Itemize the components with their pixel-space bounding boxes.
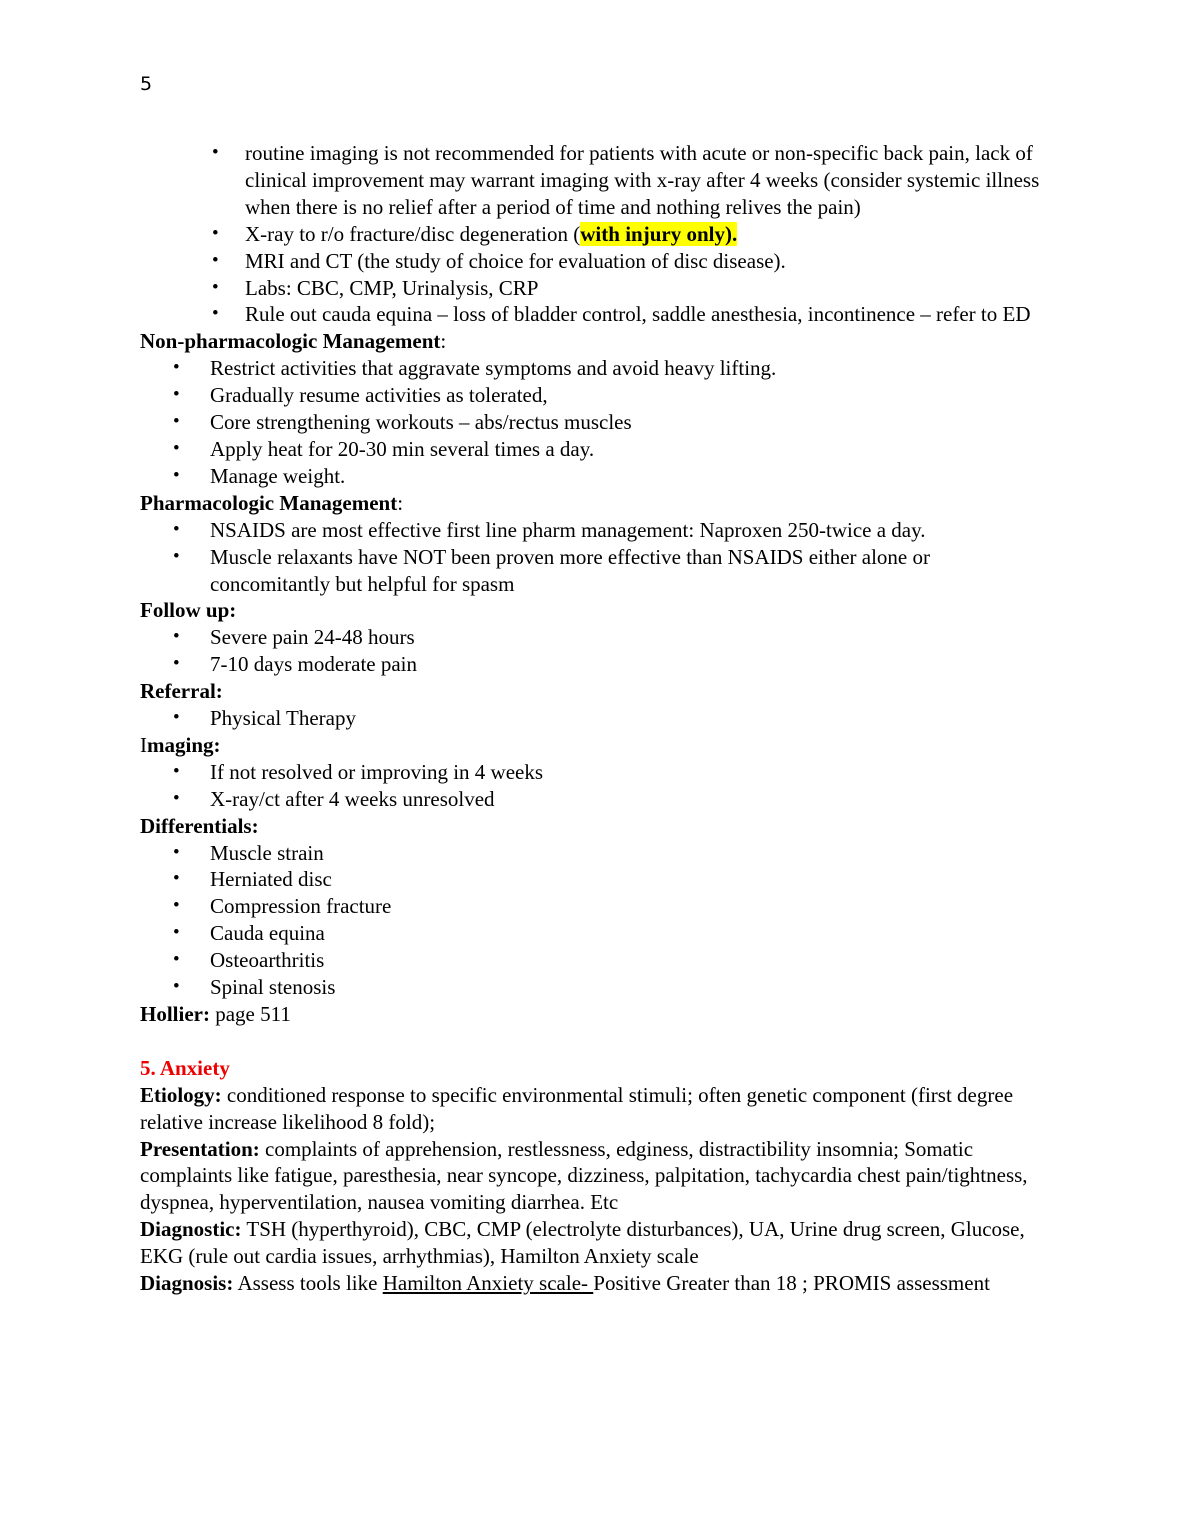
- highlighted-text: with injury only).: [580, 221, 738, 246]
- etiology-paragraph: Etiology: conditioned response to specific environmental stimuli; often genetic component (first degree relative increase likelihood 8 fold);: [140, 1082, 1014, 1134]
- list-item: • Spinal stenosis: [173, 975, 336, 1000]
- bullet-icon: •: [212, 303, 219, 325]
- bullet-icon: •: [212, 142, 219, 163]
- imaging-list: [140, 759, 1045, 813]
- bullet-icon: •: [212, 276, 219, 298]
- list-item: • Restrict activities that aggravate symptoms and avoid heavy lifting.: [173, 356, 777, 381]
- list-item: • MRI and CT (the study of choice for evaluation of disc disease).: [212, 248, 786, 273]
- list-item: • routine imaging is not recommended for patients with acute or non-specific back pain, lack of clinical improvement may warrant imaging with x-ray after 4 weeks (consider systemic illness when there is no relief after a period of time and nothing relives the pain): [212, 141, 1040, 219]
- list-item: • Severe pain 24-48 hours: [173, 625, 415, 650]
- bullet-icon: •: [173, 949, 180, 971]
- non-pharm-list: [140, 355, 1045, 490]
- bullet-icon: •: [173, 707, 180, 729]
- bullet-icon: •: [173, 411, 180, 433]
- list-item: • Herniated disc: [173, 867, 332, 892]
- bullet-icon: •: [173, 357, 180, 379]
- spacer: [140, 1028, 1045, 1055]
- imaging-labs-list: [140, 140, 1045, 328]
- list-item: • Apply heat for 20-30 min several times a day.: [173, 436, 595, 461]
- follow-up-heading: Follow up:: [140, 598, 237, 623]
- list-item: • Manage weight.: [173, 463, 346, 488]
- presentation-paragraph: Presentation: complaints of apprehension, restlessness, edginess, distractibility insomnia; Somatic complaints like fatigue, paresthesia, near syncope, dizziness, palpitation, tachycardia chest pain/tightness, dyspnea, hyperventilation, nausea vomiting diarrhea. Etc: [140, 1136, 1028, 1215]
- document-body: [140, 140, 1045, 1297]
- bullet-icon: •: [173, 787, 180, 809]
- bullet-icon: •: [173, 518, 180, 540]
- referral-heading: Referral:: [140, 679, 223, 704]
- bullet-icon: •: [212, 222, 219, 244]
- differentials-heading: Differentials:: [140, 813, 259, 838]
- diagnosis-paragraph: Diagnosis: Assess tools like Hamilton Anxiety scale- Positive Greater than 18 ; PROMIS assessment: [140, 1271, 990, 1296]
- hamilton-scale-link: Hamilton Anxiety scale-: [382, 1271, 594, 1296]
- list-item: • X-ray to r/o fracture/disc degeneration (with injury only).: [212, 221, 738, 246]
- bullet-icon: •: [173, 384, 180, 406]
- page-number: 5: [140, 73, 153, 95]
- list-item: • 7-10 days moderate pain: [173, 652, 418, 677]
- list-item: • Rule out cauda equina – loss of bladder control, saddle anesthesia, incontinence – refer to ED: [212, 302, 1031, 327]
- bullet-icon: •: [173, 626, 180, 648]
- bullet-icon: •: [173, 841, 180, 863]
- imaging-heading: Imaging:: [140, 732, 221, 757]
- list-item: • Physical Therapy: [173, 706, 356, 731]
- list-item: • NSAIDS are most effective first line pharm management: Naproxen 250-twice a day.: [173, 517, 926, 542]
- follow-up-list: [140, 624, 1045, 678]
- bullet-icon: •: [173, 545, 180, 567]
- bullet-icon: •: [173, 868, 180, 890]
- bullet-icon: •: [212, 249, 219, 271]
- list-item: • Compression fracture: [173, 894, 392, 919]
- list-item: • X-ray/ct after 4 weeks unresolved: [173, 786, 495, 811]
- list-item: • Muscle relaxants have NOT been proven more effective than NSAIDS either alone or concomitantly but helpful for spasm: [173, 544, 930, 596]
- bullet-icon: •: [173, 437, 180, 459]
- bullet-icon: •: [173, 653, 180, 675]
- pharm-heading: Pharmacologic Management:: [140, 490, 404, 515]
- list-item: • Labs: CBC, CMP, Urinalysis, CRP: [212, 275, 539, 300]
- list-item: • Gradually resume activities as tolerated,: [173, 383, 548, 408]
- bullet-icon: •: [173, 760, 180, 782]
- diagnostic-paragraph: Diagnostic: TSH (hyperthyroid), CBC, CMP (electrolyte disturbances), UA, Urine drug screen, Glucose, EKG (rule out cardia issues, arrhythmias), Hamilton Anxiety scale: [140, 1217, 1025, 1269]
- list-item: • Cauda equina: [173, 921, 325, 946]
- hollier-reference: Hollier: page 511: [140, 1002, 291, 1026]
- bullet-icon: •: [173, 464, 180, 486]
- referral-list: [140, 705, 1045, 732]
- non-pharm-heading: Non-pharmacologic Management:: [140, 329, 447, 354]
- bullet-icon: •: [173, 976, 180, 998]
- list-item: • If not resolved or improving in 4 weeks: [173, 759, 544, 784]
- list-item: • Core strengthening workouts – abs/rectus muscles: [173, 410, 632, 435]
- bullet-icon: •: [173, 922, 180, 944]
- anxiety-heading: 5. Anxiety: [140, 1055, 230, 1080]
- bullet-icon: •: [173, 895, 180, 917]
- differentials-list: [140, 840, 1045, 1001]
- list-item: • Osteoarthritis: [173, 948, 325, 973]
- pharm-list: [140, 517, 1045, 598]
- list-item: • Muscle strain: [173, 840, 324, 865]
